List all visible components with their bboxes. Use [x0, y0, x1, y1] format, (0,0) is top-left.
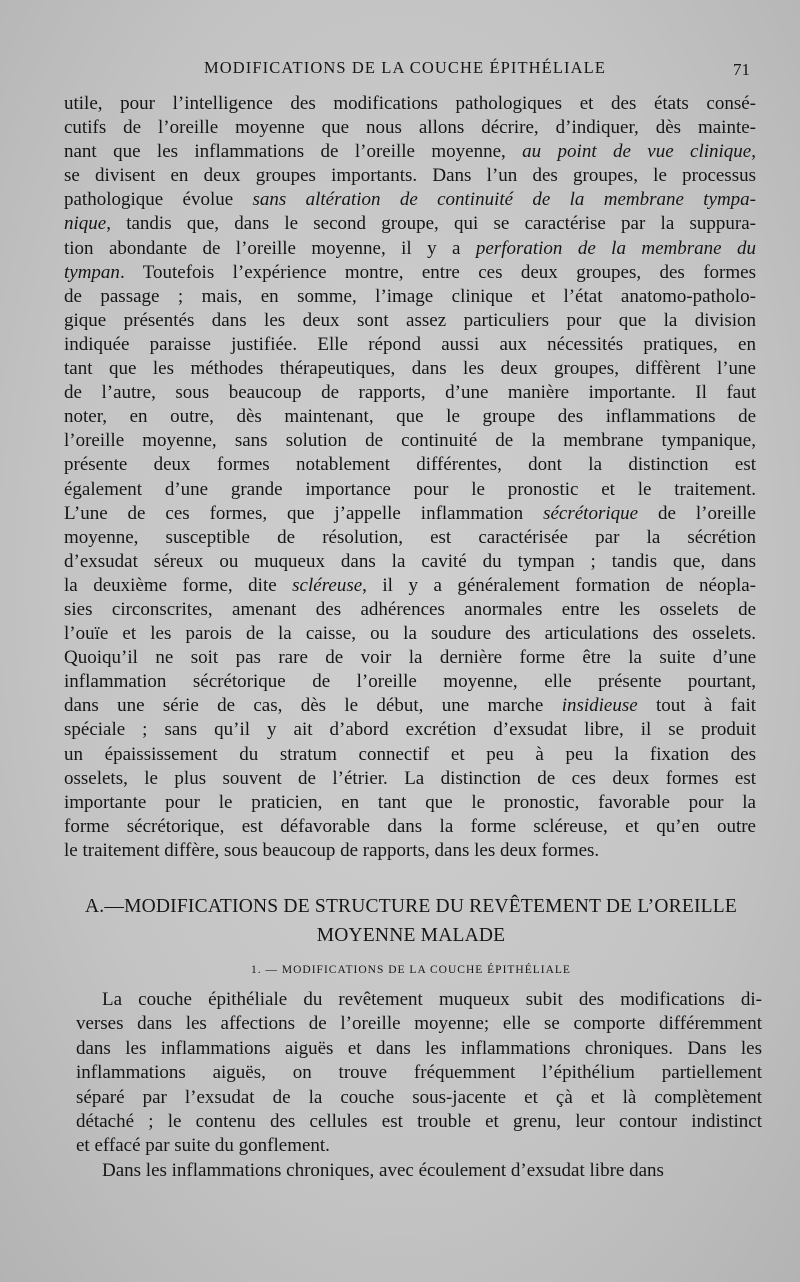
text-run: utile, pour l’intelligence des modifications pathologiques et des états consé- [64, 93, 756, 114]
text-run: indiquée paraisse justifiée. Elle répond aussi aux nécessités pratiques, en [64, 333, 756, 355]
text-line [64, 237, 756, 261]
text-run: la deuxième forme, dite [64, 574, 293, 596]
text-line [64, 188, 756, 212]
text-line [64, 357, 756, 381]
text-line [64, 309, 756, 333]
text-line [76, 988, 762, 1012]
text-run: de l’autre, sous beaucoup de rapports, d’une manière importante. Il faut [64, 382, 756, 404]
text-line [76, 1159, 762, 1183]
text-run: , [751, 141, 756, 163]
text-line [64, 502, 756, 526]
text-run: se divisent en deux groupes importants. Dans l’un des groupes, le processus [64, 165, 756, 187]
text-run: noter, en outre, dès maintenant, que le groupe des inflammations de [64, 406, 756, 428]
text-run: , tandis que, dans le second groupe, qui se caractérise par la suppura- [106, 213, 756, 235]
italic-text-run: au point de vue clinique [522, 141, 752, 163]
text-line [64, 646, 756, 670]
italic-text-run: perforation de la membrane du [475, 237, 756, 259]
text-line [76, 1037, 762, 1061]
text-run: Dans les inflammations chroniques, avec écoulement d’exsudat libre dans [102, 1159, 664, 1181]
text-run: . Toutefois l’expérience montre, entre ces deux groupes, des formes [119, 261, 756, 283]
text-line [64, 670, 756, 694]
text-run: spéciale ; sans qu’il y ait d’abord excrétion d’exsudat libre, il se produit [64, 719, 756, 741]
text-line [64, 598, 756, 622]
section-heading [66, 892, 756, 950]
text-line [64, 815, 756, 839]
text-run: présente deux formes notablement différentes, dont la distinction est [64, 454, 756, 476]
text-line [64, 92, 756, 116]
italic-text-run: nique [64, 213, 107, 235]
text-run: pathologique évolue [64, 189, 253, 211]
section-heading-line-1: A.—MODIFICATIONS DE STRUCTURE DU REVÊTEMENT DE L’OREILLE [85, 896, 737, 917]
text-run: détaché ; le contenu des cellules est trouble et grenu, leur contour indistinct [76, 1111, 762, 1133]
text-run: , il y a généralement formation de néopla- [362, 574, 756, 596]
text-line [64, 767, 756, 791]
text-line [64, 333, 756, 357]
section-heading-line-2: MOYENNE MALADE [316, 925, 506, 946]
text-run: forme sécrétorique, est défavorable dans la forme scléreuse, et qu’en outre [64, 815, 756, 837]
text-line [76, 1012, 762, 1036]
italic-text-run: scléreuse [292, 574, 363, 596]
text-run: un épaississement du stratum connectif et peu à peu la fixation des [64, 743, 756, 765]
text-run: importante pour le praticien, en tant que le pronostic, favorable pour la [64, 791, 756, 813]
section-subheading: 1. — MODIFICATIONS DE LA COUCHE ÉPITHÉLIALE [251, 964, 571, 976]
text-line [76, 1110, 762, 1134]
text-line [64, 261, 756, 285]
text-run: moyenne, susceptible de résolution, est caractérisée par la sécrétion [64, 526, 756, 548]
text-run: l’ouïe et les parois de la caisse, ou la soudure des articulations des osselets. [64, 623, 756, 645]
text-run: inflammation sécrétorique de l’oreille moyenne, elle présente pourtant, [64, 671, 756, 693]
page-number: 71 [733, 60, 750, 79]
text-run: séparé par l’exsudat de la couche sous-jacente et çà et là complètement [76, 1086, 762, 1108]
italic-text-run: insidieuse [561, 695, 638, 717]
text-run: Quoiqu’il ne soit pas rare de voir la dernière forme être la suite d’une [64, 647, 756, 669]
text-line [64, 718, 756, 742]
text-line [64, 140, 756, 164]
text-line [64, 791, 756, 815]
text-run: La couche épithéliale du revêtement muqueux subit des modifications di- [102, 989, 762, 1010]
text-line [64, 839, 756, 863]
text-run: dans les inflammations aiguës et dans les inflammations chroniques. Dans les [76, 1037, 762, 1059]
text-run: tout à fait [637, 695, 756, 717]
italic-text-run: sécrétorique [543, 502, 639, 524]
italic-text-run: tympan [64, 261, 120, 283]
text-line [76, 1134, 762, 1158]
text-line [64, 164, 756, 188]
text-run: également d’une grande importance pour le pronostic et le traitement. [64, 478, 756, 500]
running-header [60, 58, 750, 86]
text-run: dans une série de cas, dès le début, une marche [64, 695, 562, 717]
text-line [64, 453, 756, 477]
text-line [64, 212, 756, 236]
text-run: de passage ; mais, en somme, l’image clinique et l’état anatomo-patholo- [64, 285, 756, 307]
text-line [64, 694, 756, 718]
text-run: verses dans les affections de l’oreille moyenne; elle se comporte différemment [76, 1013, 762, 1035]
text-run: le traitement diffère, sous beaucoup de rapports, dans les deux formes. [64, 839, 600, 861]
text-line [64, 116, 756, 140]
text-line [64, 429, 756, 453]
running-title: MODIFICATIONS DE LA COUCHE ÉPITHÉLIALE [203, 58, 607, 77]
text-line [64, 285, 756, 309]
body-paragraph-2 [76, 988, 762, 1183]
text-run: gique présentés dans les deux sont assez particuliers pour que la division [64, 309, 756, 331]
text-line [64, 405, 756, 429]
text-line [64, 622, 756, 646]
text-line [64, 526, 756, 550]
text-run: osselets, le plus souvent de l’étrier. La distinction de ces deux formes est [64, 767, 756, 789]
text-line [64, 550, 756, 574]
text-run: sies circonscrites, amenant des adhérences anormales entre les osselets de [64, 598, 756, 620]
italic-text-run: sans altération de continuité de la membrane tympa- [252, 189, 756, 211]
text-line [64, 574, 756, 598]
body-paragraph-1 [64, 92, 756, 863]
text-run: tion abondante de l’oreille moyenne, il y a [64, 237, 476, 259]
text-line [64, 478, 756, 502]
text-run: inflammations aiguës, on trouve fréquemment l’épithélium partiellement [76, 1062, 762, 1084]
text-run: l’oreille moyenne, sans solution de continuité de la membrane tympanique, [64, 430, 756, 452]
text-run: tant que les méthodes thérapeutiques, dans les deux groupes, diffèrent l’une [64, 358, 756, 380]
text-run: cutifs de l’oreille moyenne que nous allons décrire, d’indiquer, dès mainte- [64, 117, 756, 139]
text-run: d’exsudat séreux ou muqueux dans la cavité du tympan ; tandis que, dans [64, 550, 756, 572]
text-run: L’une de ces formes, que j’appelle inflammation [64, 502, 544, 524]
text-line [64, 743, 756, 767]
text-run: de l’oreille [638, 502, 756, 524]
text-line [64, 381, 756, 405]
text-line [76, 1086, 762, 1110]
text-run: nant que les inflammations de l’oreille moyenne, [64, 141, 523, 163]
text-line [76, 1061, 762, 1085]
text-run: et effacé par suite du gonflement. [76, 1135, 330, 1157]
